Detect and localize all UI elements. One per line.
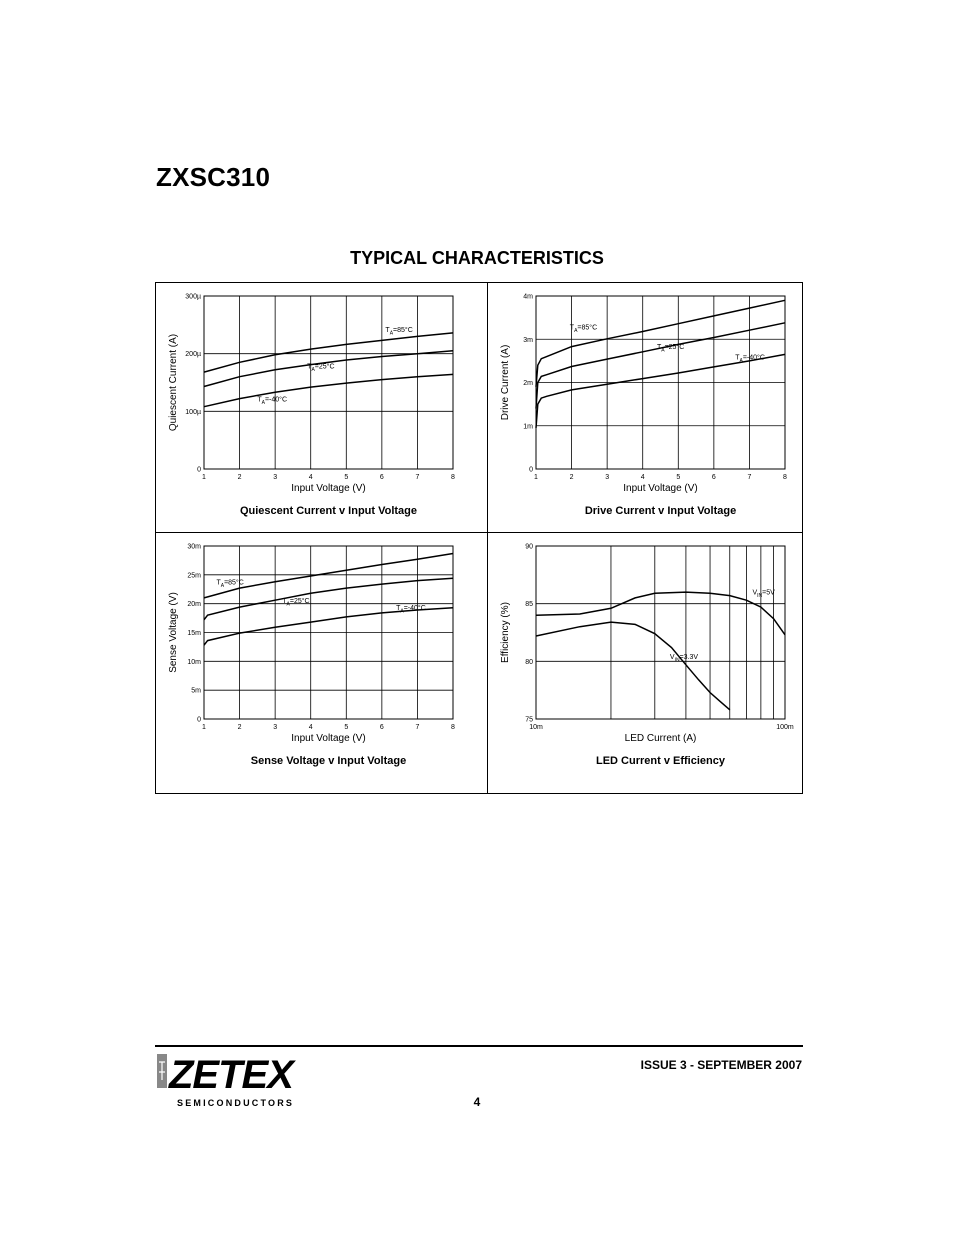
series-line-2	[204, 374, 453, 406]
x-tick-label: 4	[308, 724, 313, 731]
y-tick-label: 2m	[523, 380, 533, 387]
chart-caption: Drive Current v Input Voltage	[584, 505, 737, 517]
y-tick-label: 20m	[187, 601, 201, 609]
x-tick-label: 3	[273, 724, 278, 731]
curve-label-0: $V_{IN}=5V$	[752, 589, 775, 599]
x-tick-label: 2	[237, 724, 242, 731]
x-tick-label: 8	[783, 474, 787, 481]
svg-text:ZETEX: ZETEX	[169, 1053, 293, 1097]
x-tick-label: 3	[273, 474, 278, 481]
curve-label-0: $T_A=85^\circ C$	[385, 326, 413, 337]
x-tick-label: 6	[379, 474, 384, 481]
x-tick-label: 100m	[776, 724, 794, 731]
y-tick-label: 75	[525, 716, 533, 724]
y-tick-label: 30m	[187, 543, 201, 551]
y-tick-label: 1m	[523, 423, 533, 431]
y-tick-label: 5m	[191, 687, 201, 695]
y-tick-label: 300µ	[185, 293, 201, 301]
x-tick-label: 4	[308, 474, 313, 481]
issue-date: ISSUE 3 - SEPTEMBER 2007	[640, 1058, 802, 1072]
curve-label-0: $T_A=85^\circ C$	[216, 579, 244, 590]
y-tick-label: 10m	[187, 658, 201, 666]
y-tick-label: 3m	[523, 336, 533, 344]
y-axis-label: Quiescent Current (A)	[168, 333, 179, 432]
y-tick-label: 200µ	[185, 351, 201, 359]
curve-label-1: $T_A=25^\circ C$	[307, 363, 335, 374]
x-tick-label: 10m	[529, 724, 543, 731]
x-tick-label: 4	[640, 474, 645, 481]
y-tick-label: 0	[197, 466, 201, 474]
x-tick-label: 6	[711, 474, 716, 481]
series-line-1	[536, 622, 730, 710]
x-tick-label: 6	[379, 724, 384, 731]
page-number: 4	[473, 1095, 481, 1109]
x-tick-label: 3	[605, 474, 610, 481]
x-axis-label: Input Voltage (V)	[291, 483, 366, 494]
x-tick-label: 2	[569, 474, 574, 481]
y-tick-label: 0	[197, 716, 201, 724]
series-line-2	[204, 608, 453, 646]
x-tick-label: 1	[202, 724, 206, 731]
chart-caption: Quiescent Current v Input Voltage	[239, 505, 418, 517]
curve-label-2: $T_A=-40^\circ C$	[396, 605, 426, 615]
y-tick-label: 80	[525, 658, 533, 666]
y-tick-label: 15m	[187, 630, 201, 637]
x-tick-label: 1	[202, 474, 206, 481]
x-tick-label: 7	[415, 724, 420, 731]
y-tick-label: 90	[525, 543, 533, 551]
x-tick-label: 1	[534, 474, 538, 481]
x-axis-label: LED Current (A)	[624, 733, 697, 744]
y-axis-label: Efficiency (%)	[500, 602, 511, 663]
chart-3	[488, 533, 804, 783]
chart-caption: LED Current v Efficiency	[596, 755, 725, 767]
chart-0	[156, 283, 472, 533]
x-tick-label: 5	[676, 474, 681, 481]
x-tick-label: 5	[344, 724, 349, 731]
series-line-1	[536, 323, 785, 409]
chart-caption: Sense Voltage v Input Voltage	[250, 755, 407, 767]
x-tick-label: 5	[344, 474, 349, 481]
x-tick-label: 7	[415, 474, 420, 481]
y-tick-label: 0	[529, 466, 533, 474]
x-tick-label: 2	[237, 474, 242, 481]
plot-area	[204, 296, 453, 469]
y-axis-label: Drive Current (A)	[500, 344, 511, 421]
curve-label-1: $T_A=25^\circ C$	[282, 598, 310, 608]
x-tick-label: 8	[451, 474, 455, 481]
chart-2	[156, 533, 472, 783]
curve-label-0: $T_A=85^\circ C$	[569, 324, 598, 335]
x-tick-label: 7	[747, 474, 752, 481]
section-title: TYPICAL CHARACTERISTICS	[350, 248, 604, 268]
y-axis-label: Sense Voltage (V)	[168, 592, 179, 673]
y-tick-label: 85	[525, 601, 533, 609]
curve-label-1: $T_A=25^\circ C$	[656, 343, 685, 354]
x-axis-label: Input Voltage (V)	[623, 483, 698, 494]
x-axis-label: Input Voltage (V)	[291, 733, 366, 744]
curve-label-1: $V_{IN}=3.3V$	[669, 654, 699, 664]
footer-rule	[155, 1045, 803, 1047]
x-tick-label: 8	[451, 724, 455, 731]
plot-area	[536, 546, 785, 719]
y-tick-label: 25m	[187, 572, 201, 580]
characteristics-chart-grid	[155, 282, 803, 794]
curve-label-2: $T_A=-40^\circ C$	[257, 396, 288, 407]
y-tick-label: 100µ	[185, 408, 201, 416]
chart-1	[488, 283, 804, 533]
part-number-title: ZXSC310	[156, 162, 271, 192]
svg-text:SEMICONDUCTORS: SEMICONDUCTORS	[177, 1098, 295, 1108]
y-tick-label: 4m	[523, 293, 533, 301]
curve-label-2: $T_A=-40^\circ C$	[735, 354, 765, 365]
